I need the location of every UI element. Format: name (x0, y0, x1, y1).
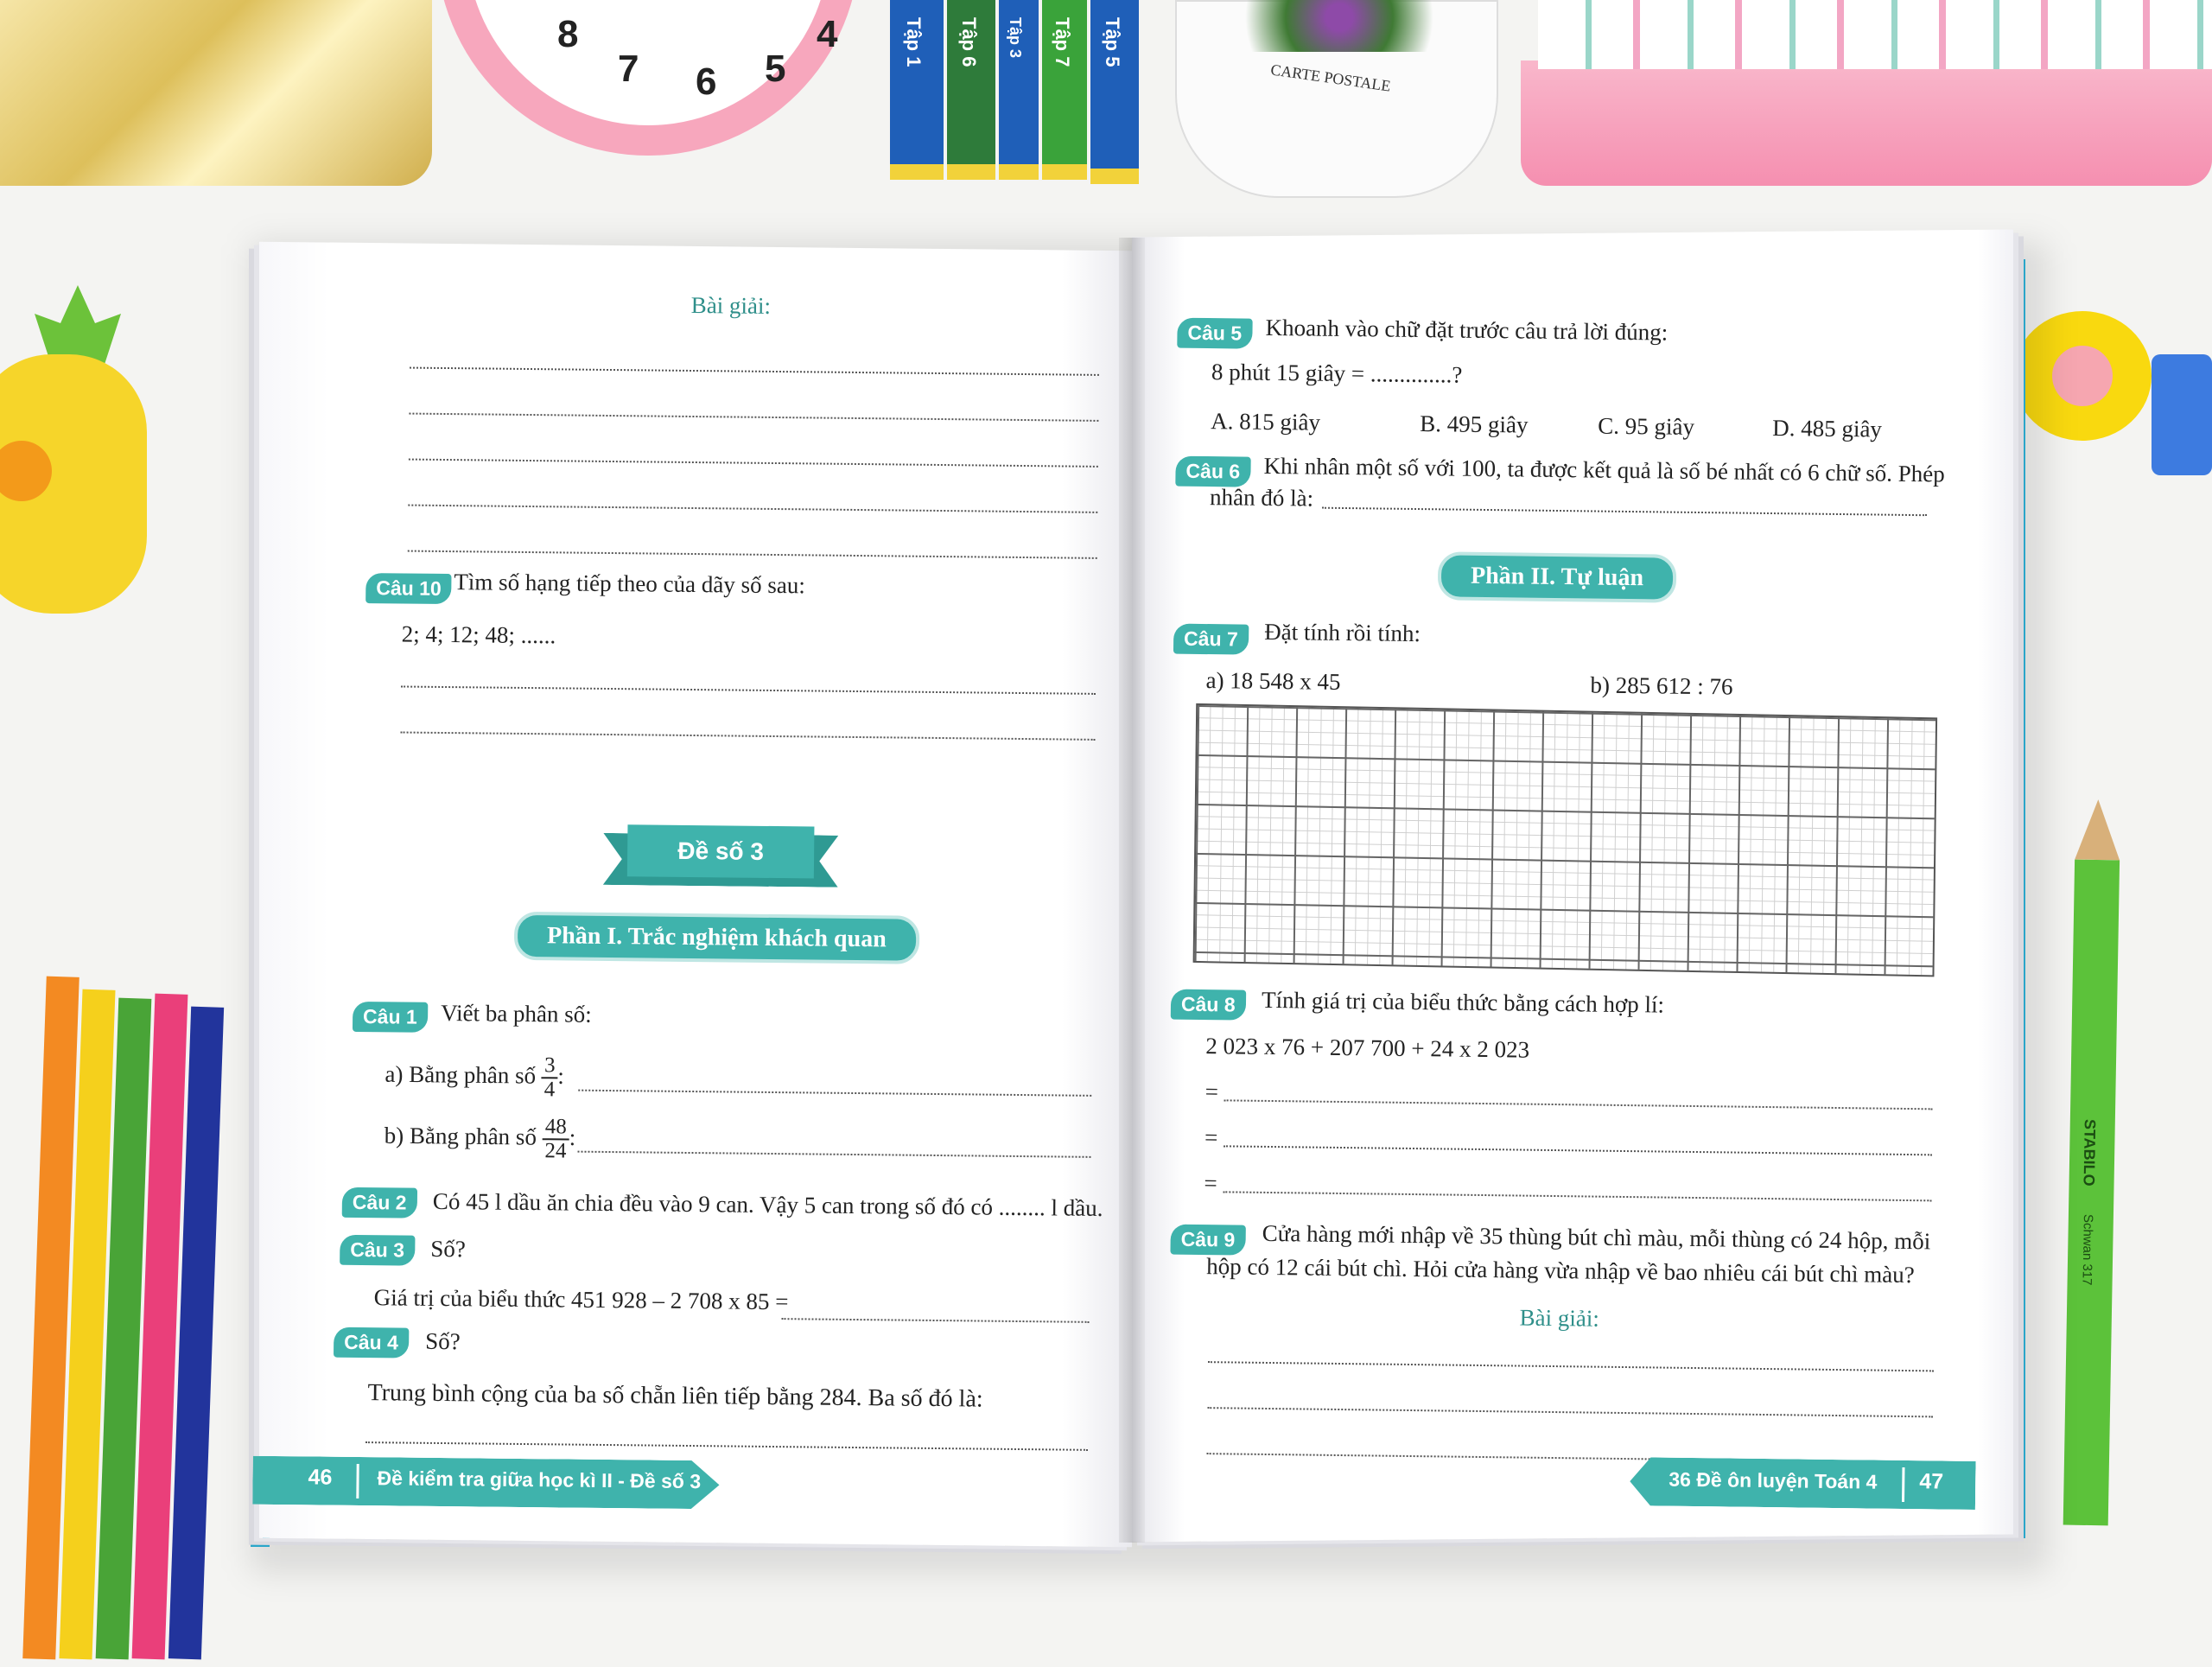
cau4-text: Số? (425, 1327, 461, 1355)
cau8-expr: 2 023 x 76 + 207 700 + 24 x 2 023 (1205, 1033, 1530, 1063)
pencil-model: Schwan 317 (2079, 1213, 2095, 1286)
answer-line (1224, 1145, 1932, 1155)
cau8-eq: = (1204, 1124, 1218, 1151)
page-number-right: 47 (1919, 1469, 1944, 1494)
cau7-text: Đặt tính rồi tính: (1264, 618, 1421, 647)
pot-label: CARTE POSTALE (1269, 60, 1392, 95)
cau5-badge: Câu 5 (1177, 318, 1252, 349)
cau9-text: Cửa hàng mới nhập về 35 thùng bút chì màu, mỗi thùng có 24 hộp, mỗi (1262, 1219, 1931, 1255)
cau4-body: Trung bình cộng của ba số chẵn liên tiếp bằng 284. Ba số đó là: (367, 1379, 983, 1413)
bai-giai-heading: Bài giải: (690, 291, 772, 319)
cau10-badge: Câu 10 (365, 573, 452, 604)
math-grid (1193, 703, 1938, 977)
cau6-text2: nhân đó là: (1209, 484, 1314, 512)
cau6-badge: Câu 6 (1175, 456, 1250, 487)
answer-line (1207, 1407, 1933, 1417)
page-number-left: 46 (308, 1465, 333, 1490)
cau1-a: a) Bằng phân số $\frac{3}{4}$ : (385, 1053, 565, 1102)
cau8-badge: Câu 8 (1171, 989, 1246, 1021)
fraction: $\frac{48}{24}$ (542, 1116, 569, 1163)
cau5-option-b[interactable]: B. 495 giây (1420, 410, 1529, 438)
book-spine: Tập 1 (890, 0, 944, 180)
cau8-eq: = (1205, 1078, 1219, 1105)
pencil-brand: STABILO (2080, 1118, 2099, 1187)
book-spine: Tập 5 (1090, 0, 1139, 184)
cau9-badge: Câu 9 (1170, 1225, 1245, 1256)
cau9-text2: hộp có 12 cái bút chì. Hỏi cửa hàng vừa nhập về bao nhiêu cái bút chì màu? (1206, 1253, 1915, 1288)
cau4-badge: Câu 4 (334, 1327, 409, 1358)
cau1-text: Viết ba phân số: (441, 999, 592, 1028)
book-spine: Tập 7 (1042, 0, 1087, 180)
right-footer (1630, 1457, 1976, 1510)
cau5-text: Khoanh vào chữ đặt trước câu trả lời đúng: (1265, 314, 1669, 346)
cau2-badge: Câu 2 (342, 1187, 417, 1218)
answer-line (1208, 1361, 1934, 1371)
book-spine: Tập 3 (999, 0, 1039, 180)
cau1-badge: Câu 1 (353, 1002, 428, 1033)
cau10-sequence: 2; 4; 12; 48; ...... (401, 620, 556, 649)
cau8-text: Tính giá trị của biểu thức bằng cách hợp lí: (1261, 986, 1665, 1018)
cau5-option-a[interactable]: A. 815 giây (1211, 408, 1321, 436)
cau8-eq: = (1204, 1170, 1217, 1197)
cau7-b: b) 285 612 : 76 (1590, 671, 1733, 700)
cau6-text: Khi nhân một số với 100, ta được kết quả là số bé nhất có 6 chữ số. Phép (1263, 452, 1945, 487)
answer-line (1224, 1099, 1933, 1110)
cau5-option-c[interactable]: C. 95 giây (1598, 412, 1695, 440)
footer-title-right: 36 Đề ôn luyện Toán 4 (1669, 1467, 1878, 1493)
footer-title-left: Đề kiểm tra giữa học kì II - Đề số 3 (377, 1467, 702, 1493)
bai-giai-heading-right: Bài giải: (1519, 1304, 1599, 1332)
fraction: $\frac{3}{4}$ (542, 1054, 558, 1102)
cau2-text: Có 45 l dầu ăn chia đều vào 9 can. Vậy 5 can trong số đó có ........ l dầu. (432, 1187, 1103, 1222)
book-spine: Tập 6 (947, 0, 995, 180)
cau3-text: Số? (430, 1235, 466, 1263)
de-so-title: Đề số 3 (627, 824, 815, 878)
cau7-badge: Câu 7 (1173, 624, 1249, 655)
phan2-title: Phần II. Tự luận (1438, 551, 1677, 602)
clock-digit: 7 (618, 48, 639, 90)
clock-digit: 8 (557, 13, 579, 55)
cau3-expr: Giá trị của biểu thức 451 928 – 2 708 x 85 = (373, 1284, 789, 1315)
clock-digit: 5 (765, 48, 786, 90)
clock-digit: 6 (696, 60, 717, 103)
cau7-a: a) 18 548 x 45 (1205, 667, 1341, 695)
answer-line (1322, 507, 1927, 517)
cau5-option-d[interactable]: D. 485 giây (1772, 415, 1883, 442)
clock-digit: 4 (817, 13, 838, 55)
answer-line (1223, 1191, 1931, 1201)
phan1-title: Phần I. Trắc nghiệm khách quan (514, 912, 919, 964)
cau5-question: 8 phút 15 giây = ..............? (1211, 359, 1463, 388)
cau10-text: Tìm số hạng tiếp theo của dãy số sau: (454, 569, 805, 599)
cau3-badge: Câu 3 (340, 1235, 415, 1266)
cau1-b: b) Bằng phân số $\frac{48}{24}$ : (384, 1115, 576, 1163)
